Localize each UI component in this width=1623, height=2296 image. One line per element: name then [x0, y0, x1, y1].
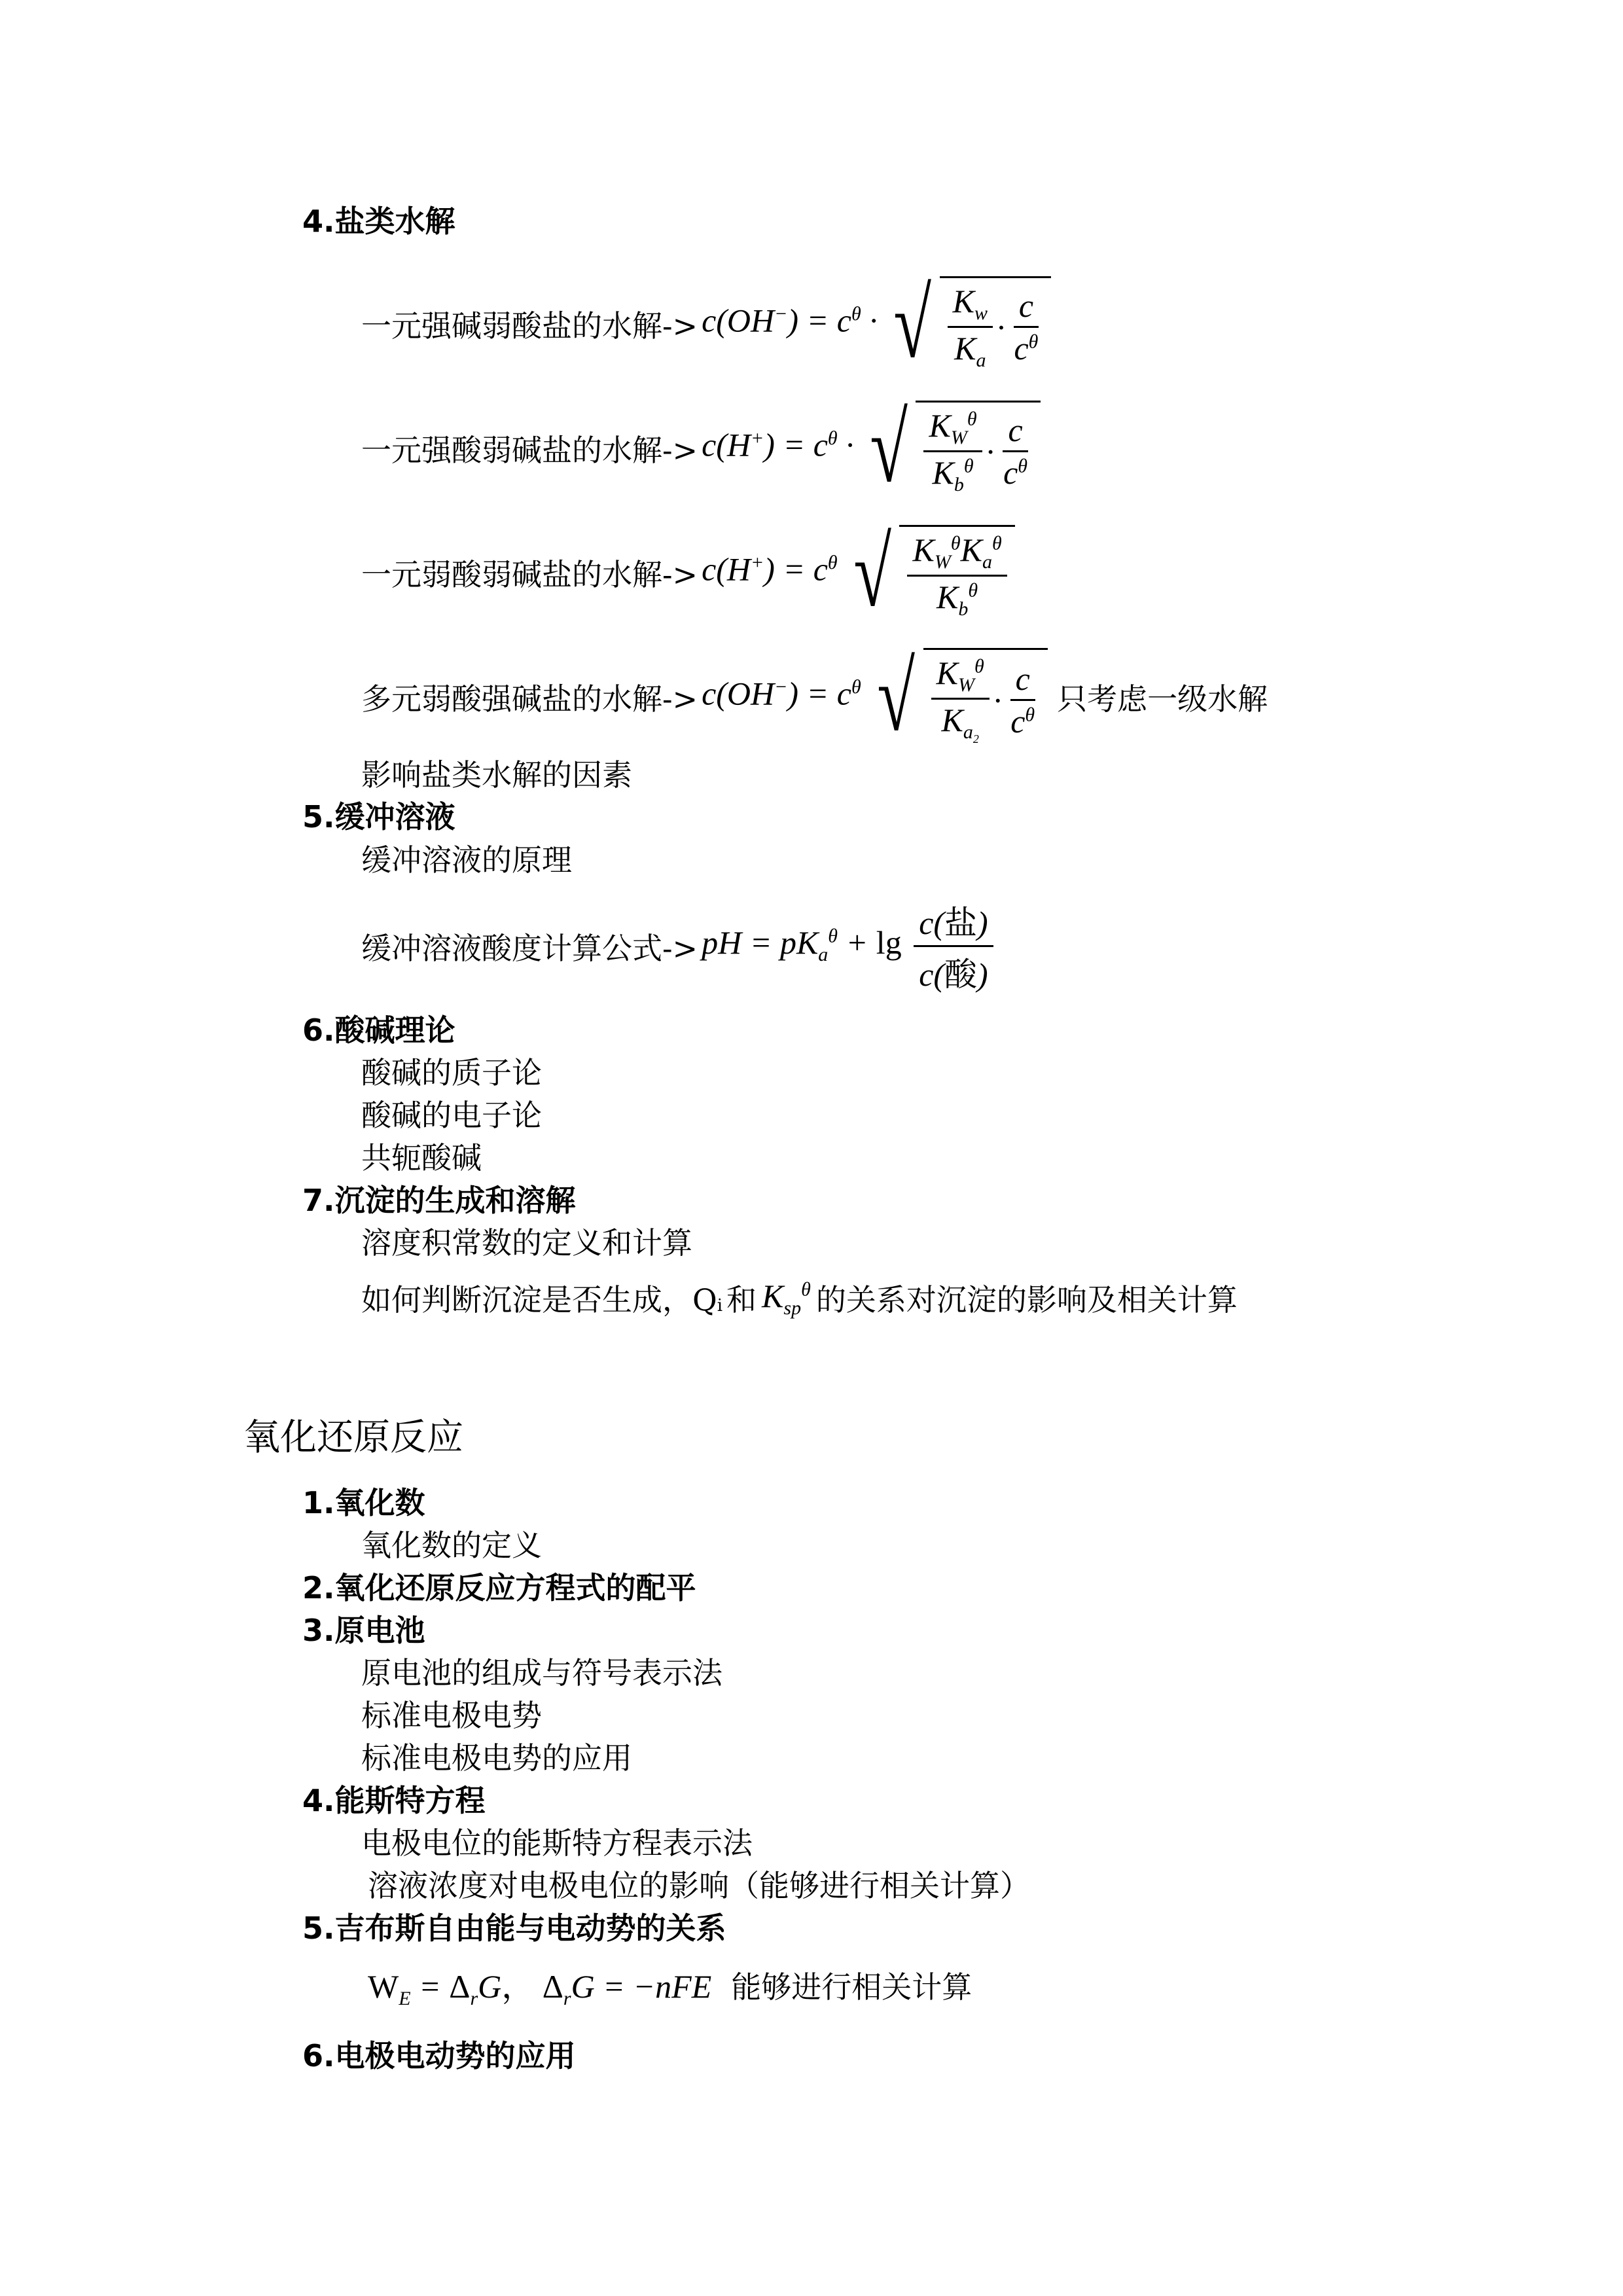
gibbs-formula-line — [368, 1960, 972, 2010]
heading-nernst: 4.能斯特方程 — [302, 1783, 486, 1818]
heading-precipitation: 7.沉淀的生成和溶解 — [302, 1183, 576, 1218]
formula-label-1: 一元强碱弱酸盐的水解-> — [361, 308, 698, 344]
judgement-text-c: 的关系对沉淀的影响及相关计算 — [815, 1282, 1238, 1318]
formula-label-3: 一元弱酸弱碱盐的水解-> — [361, 557, 698, 592]
electron-theory: 酸碱的电子论 — [361, 1098, 542, 1133]
heading-gibbs: 5.吉布斯自由能与电动势的关系 — [302, 1910, 726, 1946]
ksp-symbol: $K_{sp}^\theta$ — [762, 1277, 811, 1319]
oxidation-number-definition: 氧化数的定义 — [361, 1528, 542, 1563]
formula-label-4: 多元弱酸强碱盐的水解-> — [361, 681, 698, 717]
qi-subscript: i — [717, 1296, 723, 1316]
gibbs-note: 能够进行相关计算 — [731, 1969, 972, 2005]
heading-galvanic-cell: 3.原电池 — [302, 1613, 425, 1648]
heading-balancing: 2.氧化还原反应方程式的配平 — [302, 1570, 696, 1605]
heading-salt-hydrolysis: 4.盐类水解 — [302, 204, 455, 239]
formula-3: $c(H^+) = c^\theta$ √ $\frac{K_W^\theta K_a^\theta}{K_b^\theta}$ — [702, 524, 1015, 622]
buffer-formula: pH = $pK_a^\theta + \lg$ $\frac{\text{c(盐)}}{\text{c(酸)}}$ — [702, 897, 997, 996]
section-title-redox: 氧化还原反应 — [243, 1416, 463, 1459]
judgement-text-a: 如何判断沉淀是否生成，Q — [361, 1282, 717, 1318]
formula-4-note: 只考虑一级水解 — [1057, 681, 1268, 717]
formula-2: $c(H^+) = c^\theta$ · √ $\frac{K_W^\theta}{K_b^\theta}$ · $\frac{c}{c^\theta}$ — [702, 399, 1041, 497]
formula-line-2 — [361, 394, 1041, 503]
buffer-formula-line — [361, 897, 997, 996]
conjugate-acid-base: 共轭酸碱 — [361, 1140, 482, 1175]
nernst-expression: 电极电位的能斯特方程表示法 — [361, 1825, 753, 1861]
formula-line-1 — [361, 270, 1051, 378]
gibbs-formula: $W_E = \Delta_rG$， $\Delta_rG = -nFE$ — [368, 1968, 712, 2009]
heading-oxidation-number: 1.氧化数 — [302, 1485, 425, 1520]
formula-line-4 — [361, 643, 1268, 751]
galvanic-cell-notation: 原电池的组成与符号表示法 — [361, 1655, 722, 1691]
ksp-definition: 溶度积常数的定义和计算 — [361, 1225, 692, 1261]
formula-line-3 — [361, 518, 1015, 627]
judgement-text-b: 和 — [726, 1282, 757, 1318]
concentration-effect: 溶液浓度对电极电位的影响（能够进行相关计算） — [368, 1868, 1030, 1903]
standard-electrode-potential: 标准电极电势 — [361, 1698, 542, 1733]
heading-buffer: 5.缓冲溶液 — [302, 799, 455, 834]
buffer-principle: 缓冲溶液的原理 — [361, 842, 572, 878]
formula-4: $c(OH^-) = c^\theta$ √ $\frac{K_W^\theta}{K_{a_2}}$ · $\frac{c}{c^\theta}$ — [702, 648, 1048, 746]
formula-1: $c(OH^-) = c^\theta$ · √ $\frac{K_w}{K_a}$ · $\frac{c}{c^\theta}$ — [702, 275, 1051, 373]
buffer-formula-label: 缓冲溶液酸度计算公式-> — [361, 930, 698, 966]
factors-line: 影响盐类水解的因素 — [361, 757, 632, 793]
standard-potential-application: 标准电极电势的应用 — [361, 1740, 632, 1776]
proton-theory: 酸碱的质子论 — [361, 1055, 542, 1090]
heading-acid-base: 6.酸碱理论 — [302, 1013, 455, 1048]
heading-emf-application: 6.电极电动势的应用 — [302, 2038, 576, 2073]
precipitation-judgement — [361, 1276, 1238, 1319]
formula-label-2: 一元强酸弱碱盐的水解-> — [361, 433, 698, 468]
